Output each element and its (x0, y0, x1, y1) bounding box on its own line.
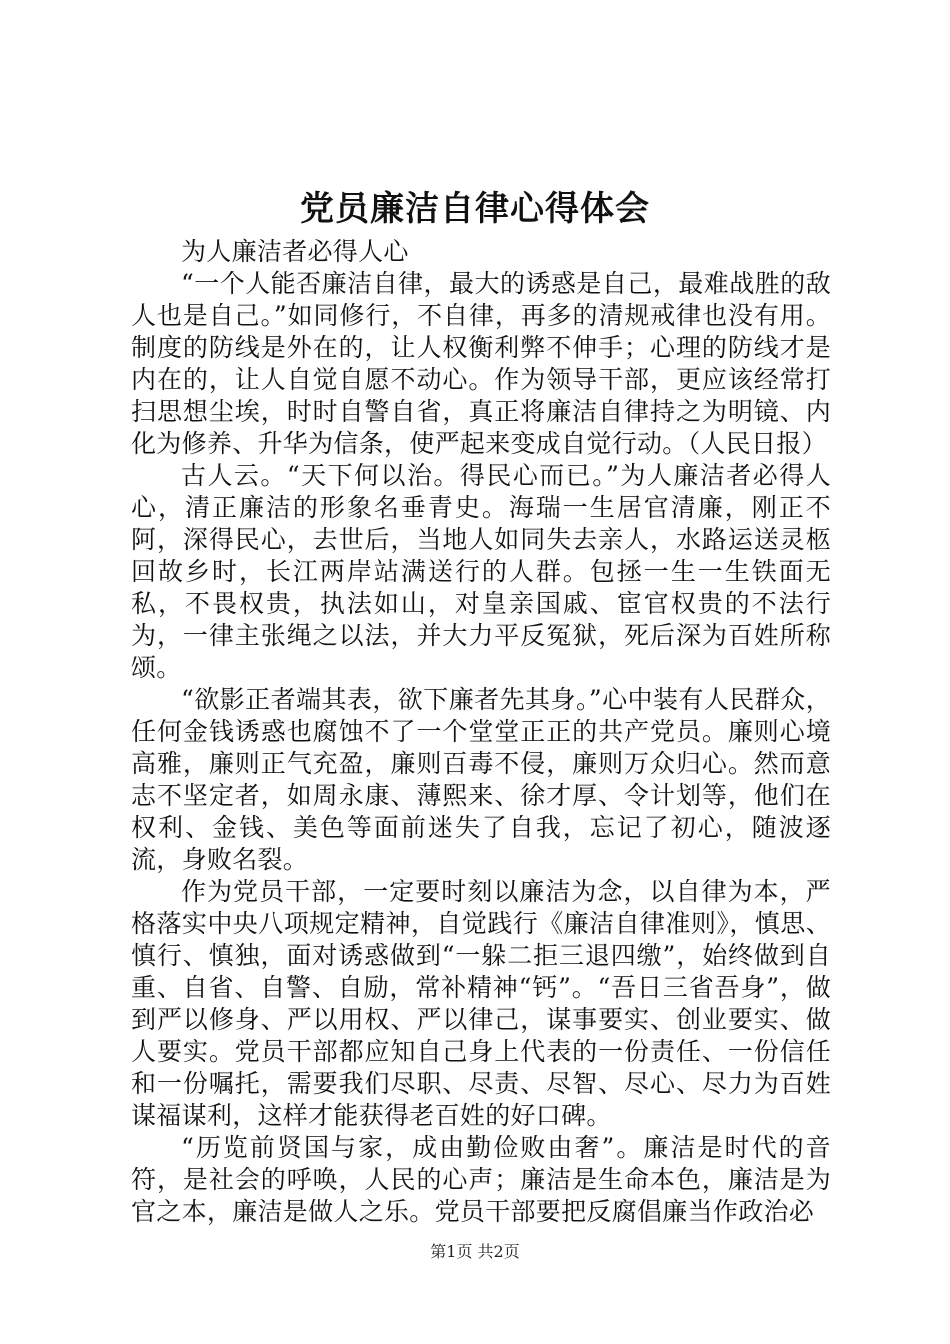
document-title: 党员廉洁自律心得体会 (300, 189, 650, 229)
paragraph: 古人云。“天下何以治。得民心而已。”为人廉洁者必得人心，清正廉洁的形象名垂青史。海瑞一生居官清廉，刚正不阿，深得民心，去世后，当地人如同失去亲人，水路运送灵柩回故乡时，长江两岸站满送行的人群。包拯一生一生铁面无私，不畏权贵，执法如山，对皇亲国戚、宦官权贵的不法行为，一律主张绳之以法，并大力平反冤狱，死后深为百姓所称颂。 (131, 461, 831, 682)
paragraph: “历览前贤国与家，成由勤俭败由奢”。廉洁是时代的音符，是社会的呼唤，人民的心声；廉洁是生命本色，廉洁是为官之本，廉洁是做人之乐。党员干部要把反腐倡廉当作政治必 (131, 1133, 831, 1226)
paragraph: 作为党员干部，一定要时刻以廉洁为念，以自律为本，严格落实中央八项规定精神，自觉践行《廉洁自律准则》，慎思、慎行、慎独，面对诱惑做到“一躲二拒三退四缴”，始终做到自重、自省、自警、自励，常补精神“钙”。“吾日三省吾身”，做到严以修身、严以用权、严以律己，谋事要实、创业要实、做人要实。党员干部都应知自己身上代表的一份责任、一份信任和一份嘱托，需要我们尽职、尽责、尽智、尽心、尽力为百姓谋福谋利，这样才能获得老百姓的好口碑。 (131, 877, 831, 1130)
document-body (131, 236, 831, 1228)
paragraph: “一个人能否廉洁自律，最大的诱惑是自己，最难战胜的敌人也是自己。”如同修行，不自律，再多的清规戒律也没有用。制度的防线是外在的，让人权衡利弊不伸手；心理的防线才是内在的，让人自觉自愿不动心。作为领导干部，更应该经常打扫思想尘埃，时时自警自省，真正将廉洁自律持之为明镜、内化为修养、升华为信条，使严起来变成自觉行动。（人民日报） (131, 269, 831, 458)
paragraph-subtitle: 为人廉洁者必得人心 (181, 237, 409, 266)
page-number-footer: 第1页 共2页 (430, 1242, 520, 1261)
paragraph: “欲影正者端其表，欲下廉者先其身。”心中装有人民群众，任何金钱诱惑也腐蚀不了一个堂堂正正的共产党员。廉则心境高雅，廉则正气充盈，廉则百毒不侵，廉则万众归心。然而意志不坚定者，如周永康、薄熙来、徐才厚、令计划等，他们在权利、金钱、美色等面前迷失了自我，忘记了初心，随波逐流，身败名裂。 (131, 685, 831, 874)
